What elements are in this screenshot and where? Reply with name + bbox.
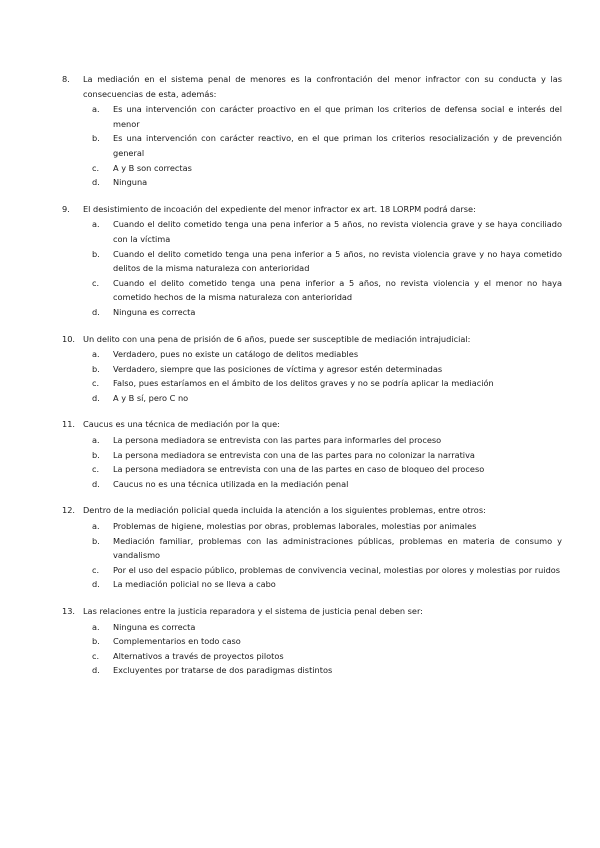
option-text: Cuando el delito cometido tenga una pena inferior a 5 años, no revista violencia grave y no haya cometido delitos de la misma naturaleza con anterioridad (113, 248, 562, 274)
option-text: La mediación policial no se lleva a cabo (113, 579, 276, 590)
question-number: 8. (62, 74, 70, 84)
answer-option (62, 131, 562, 160)
option-text: Cuando el delito cometido tenga una pena inferior a 5 años, no revista violencia y el menor no haya cometido hechos de la misma naturaleza con anterioridad (113, 277, 562, 303)
option-letter: d. (92, 392, 100, 403)
answer-option (62, 362, 562, 377)
question-text: Caucus es una técnica de mediación por la que: (83, 419, 280, 430)
option-text: A y B sí, pero C no (113, 392, 189, 403)
option-text: Es una intervención con carácter reactivo, en el que priman los criterios resocialización y de prevención general (113, 133, 562, 158)
answer-option (62, 649, 562, 664)
answer-option (62, 477, 562, 492)
answer-options (62, 217, 562, 319)
answer-options (62, 102, 562, 190)
answer-option (62, 391, 562, 406)
option-letter: a. (92, 435, 100, 446)
answer-option (62, 620, 562, 635)
option-text: Por el uso del espacio público, problemas de convivencia vecinal, molestias por olores y molestias por ruidos (113, 564, 561, 575)
question-2 (62, 202, 562, 320)
option-text: La persona mediadora se entrevista con una de las partes para no colonizar la narrativa (113, 449, 475, 460)
option-letter: a. (92, 104, 100, 115)
answer-option (62, 663, 562, 678)
option-letter: b. (92, 449, 100, 460)
option-text: Problemas de higiene, molestias por obras, problemas laborales, molestias por animales (113, 521, 477, 532)
option-letter: b. (92, 636, 100, 647)
question-text: Un delito con una pena de prisión de 6 años, puede ser susceptible de mediación intrajudicial: (83, 333, 471, 344)
question-text: Dentro de la mediación policial queda incluida la atención a los siguientes problemas, entre otros: (83, 505, 486, 516)
answer-options (62, 519, 562, 592)
option-letter: a. (92, 349, 100, 360)
option-text: Caucus no es una técnica utilizada en la mediación penal (113, 478, 349, 489)
question-text: El desistimiento de incoación del expediente del menor infractor ex art. 18 LORPM podrá darse: (83, 203, 476, 214)
answer-option (62, 376, 562, 391)
option-letter: c. (92, 564, 100, 575)
question-number: 12. (62, 505, 76, 516)
option-text: A y B son correctas (113, 162, 192, 173)
option-text: Ninguna es correcta (113, 621, 196, 632)
answer-option (62, 247, 562, 276)
option-letter: c. (92, 464, 100, 475)
option-text: Cuando el delito cometido tenga una pena inferior a 5 años, no revista violencia grave y se haya conciliado con la víctima (113, 219, 562, 244)
question-list (62, 72, 562, 690)
question-3 (62, 332, 562, 406)
option-letter: d. (92, 579, 100, 590)
option-letter: c. (92, 162, 100, 173)
answer-options (62, 620, 562, 678)
question-text: La mediación en el sistema penal de menores es la confrontación del menor infractor con su conducta y las consecuencias de esta, además: (83, 74, 562, 99)
option-letter: b. (92, 248, 100, 259)
answer-option (62, 102, 562, 131)
option-text: Excluyentes por tratarse de dos paradigmas distintos (113, 665, 333, 676)
option-letter: d. (92, 478, 100, 489)
answer-option (62, 462, 562, 477)
option-text: Falso, pues estaríamos en el ámbito de los delitos graves y no se podría aplicar la mediación (113, 378, 494, 389)
question-1 (62, 72, 562, 190)
answer-option (62, 433, 562, 448)
option-letter: b. (92, 133, 100, 144)
option-letter: d. (92, 306, 100, 317)
answer-option (62, 276, 562, 305)
option-letter: a. (92, 621, 100, 632)
option-text: Verdadero, siempre que las posiciones de víctima y agresor estén determinadas (113, 363, 443, 374)
option-letter: c. (92, 277, 100, 288)
option-text: Complementarios en todo caso (113, 636, 241, 647)
option-text: Ninguna (113, 177, 148, 188)
option-text: Ninguna es correcta (113, 306, 196, 317)
question-5 (62, 503, 562, 592)
answer-option (62, 175, 562, 190)
question-text: Las relaciones entre la justicia reparadora y el sistema de justicia penal deben ser: (83, 606, 423, 616)
answer-option (62, 161, 562, 176)
option-letter: c. (92, 650, 100, 661)
answer-options (62, 347, 562, 405)
option-letter: d. (92, 177, 100, 188)
option-text: La persona mediadora se entrevista con una de las partes en caso de bloqueo del proceso (113, 464, 485, 475)
option-letter: c. (92, 378, 100, 389)
answer-option (62, 347, 562, 362)
answer-option (62, 534, 562, 563)
option-letter: b. (92, 535, 100, 546)
answer-option (62, 519, 562, 534)
answer-option (62, 448, 562, 463)
answer-option (62, 217, 562, 246)
option-letter: d. (92, 665, 100, 676)
answer-option (62, 577, 562, 592)
option-text: Es una intervención con carácter proactivo en el que priman los criterios de defensa social e interés del menor (113, 104, 562, 129)
answer-option (62, 563, 562, 578)
option-text: La persona mediadora se entrevista con las partes para informarles del proceso (113, 435, 442, 446)
question-6 (62, 604, 562, 678)
option-text: Alternativos a través de proyectos pilotos (113, 650, 284, 661)
answer-options (62, 433, 562, 491)
option-text: Mediación familiar, problemas con las administraciones públicas, problemas en materia de consumo y vandalismo (113, 535, 562, 561)
question-number: 13. (62, 606, 76, 616)
question-4 (62, 417, 562, 491)
answer-option (62, 305, 562, 320)
question-number: 9. (62, 203, 70, 214)
option-letter: b. (92, 363, 100, 374)
option-letter: a. (92, 521, 100, 532)
answer-option (62, 634, 562, 649)
option-letter: a. (92, 219, 100, 230)
option-text: Verdadero, pues no existe un catálogo de delitos mediables (113, 349, 359, 360)
question-number: 10. (62, 333, 76, 344)
question-number: 11. (62, 419, 76, 430)
